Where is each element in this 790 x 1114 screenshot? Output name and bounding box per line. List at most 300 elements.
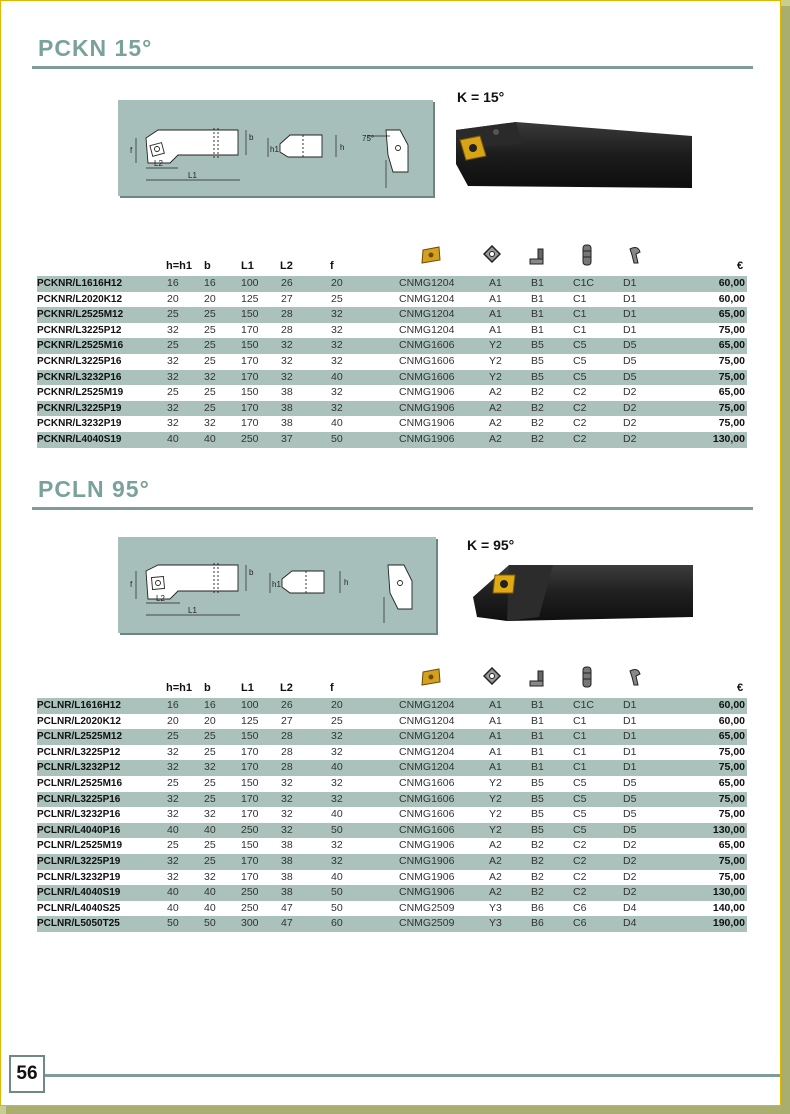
cell-clamp: B1 xyxy=(531,323,544,336)
cell-screw: C2 xyxy=(573,432,623,448)
cell-b: 25 xyxy=(204,745,216,758)
cell-lever: D2 xyxy=(623,854,673,870)
cell-l1: 250 xyxy=(241,885,281,901)
cell-seat: A1 xyxy=(489,760,531,776)
screw-icon xyxy=(581,666,593,693)
cell-insert: CNMG1204 xyxy=(399,323,455,336)
cell-f: 25 xyxy=(331,714,343,727)
section-title-pckn: PCKN 15° xyxy=(38,35,153,61)
cell-lever: D2 xyxy=(623,839,637,852)
cell-f: 50 xyxy=(331,885,399,901)
cell-insert: CNMG1606 xyxy=(399,776,455,789)
cell-l2: 38 xyxy=(281,854,331,870)
cell-h-h1: 25 xyxy=(167,307,204,323)
cell-price: 75,00 xyxy=(718,870,745,883)
cell-screw: C1 xyxy=(573,729,623,745)
cell-screw: C5 xyxy=(573,354,587,367)
cell-clamp: B5 xyxy=(531,338,573,354)
cell-screw: C1C xyxy=(573,698,623,714)
cell-h-h1: 40 xyxy=(167,885,204,901)
cell-h-h1: 16 xyxy=(167,698,204,714)
cell-l2: 38 xyxy=(281,870,293,883)
cell-b: 32 xyxy=(204,760,241,776)
cell-b: 40 xyxy=(204,885,241,901)
table-row xyxy=(37,854,747,870)
cell-l1: 100 xyxy=(241,276,281,292)
cell-seat: Y3 xyxy=(489,901,502,914)
cell-seat: A2 xyxy=(489,417,502,430)
cell-clamp: B5 xyxy=(531,808,544,821)
cell-f: 32 xyxy=(331,338,399,354)
cell-insert: CNMG1906 xyxy=(399,854,489,870)
cell-b: 40 xyxy=(204,901,216,914)
cell-clamp: B1 xyxy=(531,760,573,776)
table-row xyxy=(37,323,747,339)
cell-price: 130,00 xyxy=(673,823,747,839)
cell-lever: D1 xyxy=(623,307,673,323)
cell-seat: A2 xyxy=(489,432,531,448)
spec-table-pckn xyxy=(37,276,747,448)
cell-l2: 28 xyxy=(281,323,293,336)
cell-h-h1: 32 xyxy=(167,323,179,336)
cell-seat: A1 xyxy=(489,745,502,758)
cell-product-code: PCLNR/L3232P16 xyxy=(37,809,121,821)
cell-l2: 37 xyxy=(281,432,331,448)
cell-price: 65,00 xyxy=(673,338,747,354)
header-h-h1: h=h1 xyxy=(166,260,192,272)
cell-product-code: PCLNR/L2525M12 xyxy=(37,729,167,745)
cell-lever: D4 xyxy=(623,901,637,914)
cell-l1: 170 xyxy=(241,323,259,336)
cell-b: 32 xyxy=(204,808,216,821)
table-row xyxy=(37,307,747,323)
cell-product-code: PCLNR/L2020K12 xyxy=(37,715,121,727)
table-row xyxy=(37,729,747,745)
table-row xyxy=(37,745,747,761)
cell-price: 60,00 xyxy=(673,698,747,714)
cell-product-code: PCKNR/L1616H12 xyxy=(37,276,167,292)
cell-insert: CNMG1906 xyxy=(399,885,489,901)
cell-insert: CNMG2509 xyxy=(399,916,489,932)
cell-screw: C2 xyxy=(573,854,623,870)
cell-insert: CNMG1204 xyxy=(399,276,489,292)
cell-lever: D2 xyxy=(623,401,673,417)
table-row xyxy=(37,916,747,932)
cell-b: 32 xyxy=(204,870,216,883)
cell-clamp: B5 xyxy=(531,354,544,367)
cell-lever: D5 xyxy=(623,354,637,367)
cell-b: 25 xyxy=(204,386,216,399)
cell-lever: D5 xyxy=(623,338,673,354)
cell-product-code: PCLNR/L4040P16 xyxy=(37,823,167,839)
cell-lever: D1 xyxy=(623,698,673,714)
cell-seat: A2 xyxy=(489,854,531,870)
page-shadow-right xyxy=(781,6,790,1114)
cell-f: 40 xyxy=(331,370,399,386)
cell-price: 75,00 xyxy=(673,760,747,776)
cell-insert: CNMG1204 xyxy=(399,745,455,758)
cell-f: 40 xyxy=(331,870,343,883)
cell-product-code: PCLNR/L3232P12 xyxy=(37,760,167,776)
insert-icon xyxy=(420,246,442,269)
cell-l1: 170 xyxy=(241,745,259,758)
cell-l2: 32 xyxy=(281,808,293,821)
cell-l1: 170 xyxy=(241,808,259,821)
cell-lever: D1 xyxy=(623,714,637,727)
cell-h-h1: 20 xyxy=(167,292,179,305)
cell-l1: 170 xyxy=(241,870,259,883)
table-row xyxy=(37,807,747,823)
cell-lever: D4 xyxy=(623,916,673,932)
cell-f: 40 xyxy=(331,760,399,776)
cell-clamp: B2 xyxy=(531,854,573,870)
table-row xyxy=(37,401,747,417)
k-angle-label: K = 15° xyxy=(457,89,505,105)
cell-insert: CNMG1204 xyxy=(399,307,489,323)
cell-screw: C5 xyxy=(573,792,623,808)
cell-l2: 32 xyxy=(281,354,293,367)
table-row xyxy=(37,792,747,808)
cell-insert: CNMG1906 xyxy=(399,839,455,852)
cell-product-code: PCLNR/L4040S19 xyxy=(37,885,167,901)
cell-b: 25 xyxy=(204,776,216,789)
cell-l2: 38 xyxy=(281,417,293,430)
cell-l1: 250 xyxy=(241,901,259,914)
cell-product-code: PCKNR/L3225P16 xyxy=(37,355,122,367)
cell-screw: C1 xyxy=(573,760,623,776)
table-row xyxy=(37,870,747,886)
cell-screw: C1 xyxy=(573,323,587,336)
diagram-label-f: f xyxy=(130,146,133,155)
cell-insert: CNMG1204 xyxy=(399,760,489,776)
diagram-label-l1: L1 xyxy=(188,171,197,180)
cell-price: 65,00 xyxy=(673,307,747,323)
cell-price: 60,00 xyxy=(673,276,747,292)
cell-seat: Y2 xyxy=(489,354,502,367)
screw-icon xyxy=(581,244,593,271)
header-l1: L1 xyxy=(241,682,254,694)
cell-clamp: B2 xyxy=(531,386,544,399)
cell-b: 16 xyxy=(204,276,241,292)
cell-seat: A1 xyxy=(489,307,531,323)
cell-l1: 170 xyxy=(241,417,259,430)
cell-price: 130,00 xyxy=(673,432,747,448)
cell-clamp: B2 xyxy=(531,417,544,430)
cell-f: 32 xyxy=(331,323,343,336)
diagram-label-b: b xyxy=(249,133,254,142)
clamp-icon xyxy=(528,247,546,272)
cell-b: 25 xyxy=(204,854,241,870)
cell-seat: A1 xyxy=(489,292,502,305)
table-row xyxy=(37,698,747,714)
cell-seat: Y3 xyxy=(489,916,531,932)
cell-price: 75,00 xyxy=(673,854,747,870)
tool-holder-photo xyxy=(473,559,693,623)
table-row xyxy=(37,885,747,901)
cell-b: 50 xyxy=(204,916,241,932)
diagram-label-h: h xyxy=(344,578,349,587)
cell-b: 25 xyxy=(204,839,216,852)
cell-b: 25 xyxy=(204,729,241,745)
cell-b: 25 xyxy=(204,792,241,808)
table-row xyxy=(37,338,747,354)
cell-l2: 27 xyxy=(281,292,293,305)
diagram-label-angle: 75° xyxy=(362,134,375,143)
cell-seat: A2 xyxy=(489,885,531,901)
cell-b: 20 xyxy=(204,292,216,305)
cell-screw: C5 xyxy=(573,338,623,354)
cell-screw: C5 xyxy=(573,776,587,789)
cell-lever: D1 xyxy=(623,760,673,776)
header-currency: € xyxy=(737,260,744,272)
cell-product-code: PCKNR/L3232P19 xyxy=(37,418,122,430)
cell-b: 20 xyxy=(204,714,216,727)
cell-clamp: B2 xyxy=(531,401,573,417)
cell-clamp: B1 xyxy=(531,729,573,745)
cell-insert: CNMG1204 xyxy=(399,714,455,727)
cell-f: 32 xyxy=(331,745,343,758)
cell-b: 25 xyxy=(204,307,241,323)
page-number: 56 xyxy=(9,1055,45,1093)
table-row xyxy=(37,760,747,776)
cell-clamp: B1 xyxy=(531,745,544,758)
cell-insert: CNMG1606 xyxy=(399,792,489,808)
cell-insert: CNMG1906 xyxy=(399,386,455,399)
table-row xyxy=(37,432,747,448)
cell-l2: 38 xyxy=(281,839,293,852)
cell-h-h1: 25 xyxy=(167,386,179,399)
cell-b: 32 xyxy=(204,370,241,386)
cell-h-h1: 32 xyxy=(167,792,204,808)
cell-seat: A1 xyxy=(489,698,531,714)
cell-insert: CNMG1906 xyxy=(399,417,455,430)
cell-screw: C1 xyxy=(573,714,587,727)
cell-l1: 150 xyxy=(241,839,259,852)
footer-rule xyxy=(45,1074,780,1077)
section-rule xyxy=(32,66,753,69)
cell-product-code: PCKNR/L3232P16 xyxy=(37,370,167,386)
header-currency: € xyxy=(737,682,744,694)
cell-insert: CNMG1606 xyxy=(399,354,455,367)
cell-screw: C6 xyxy=(573,901,587,914)
diagram-label-l2: L2 xyxy=(156,594,165,603)
cell-insert: CNMG1906 xyxy=(399,401,489,417)
cell-clamp: B5 xyxy=(531,370,573,386)
cell-price: 60,00 xyxy=(718,714,745,727)
clamp-icon xyxy=(528,669,546,694)
cell-l2: 28 xyxy=(281,760,331,776)
cell-clamp: B2 xyxy=(531,432,573,448)
cell-f: 25 xyxy=(331,292,343,305)
cell-seat: Y2 xyxy=(489,792,531,808)
cell-product-code: PCKNR/L4040S19 xyxy=(37,432,167,448)
cell-screw: C5 xyxy=(573,370,623,386)
cell-price: 130,00 xyxy=(673,885,747,901)
cell-seat: A2 xyxy=(489,386,502,399)
cell-price: 65,00 xyxy=(673,729,747,745)
cell-l2: 28 xyxy=(281,729,331,745)
diagram-label-b: b xyxy=(249,568,254,577)
table-row xyxy=(37,714,747,730)
cell-screw: C2 xyxy=(573,417,587,430)
cell-product-code: PCKNR/L2525M19 xyxy=(37,387,124,399)
cell-product-code: PCKNR/L3225P19 xyxy=(37,401,167,417)
header-l2: L2 xyxy=(280,682,293,694)
header-f: f xyxy=(330,682,334,694)
tool-holder-photo xyxy=(456,116,692,192)
cell-seat: A2 xyxy=(489,870,502,883)
cell-l2: 32 xyxy=(281,338,331,354)
cell-h-h1: 32 xyxy=(167,354,179,367)
cell-lever: D5 xyxy=(623,792,673,808)
cell-seat: A2 xyxy=(489,839,502,852)
cell-h-h1: 25 xyxy=(167,338,204,354)
cell-h-h1: 25 xyxy=(167,776,179,789)
cell-h-h1: 20 xyxy=(167,714,179,727)
cell-clamp: B6 xyxy=(531,901,544,914)
cell-price: 75,00 xyxy=(673,370,747,386)
cell-h-h1: 40 xyxy=(167,432,204,448)
header-l2: L2 xyxy=(280,260,293,272)
cell-screw: C2 xyxy=(573,885,623,901)
cell-screw: C1C xyxy=(573,276,623,292)
cell-f: 32 xyxy=(331,386,343,399)
cell-f: 32 xyxy=(331,839,343,852)
cell-seat: Y2 xyxy=(489,823,531,839)
cell-product-code: PCKNR/L2525M16 xyxy=(37,338,167,354)
cell-clamp: B1 xyxy=(531,276,573,292)
cell-price: 75,00 xyxy=(718,323,745,336)
cell-screw: C5 xyxy=(573,823,623,839)
cell-product-code: PCLNR/L1616H12 xyxy=(37,698,167,714)
cell-lever: D5 xyxy=(623,776,637,789)
cell-screw: C6 xyxy=(573,916,623,932)
cell-lever: D2 xyxy=(623,386,637,399)
cell-clamp: B1 xyxy=(531,307,573,323)
cell-seat: A2 xyxy=(489,401,531,417)
cell-product-code: PCLNR/L3232P19 xyxy=(37,871,121,883)
cell-f: 50 xyxy=(331,823,399,839)
cell-f: 50 xyxy=(331,901,343,914)
cell-l2: 38 xyxy=(281,386,293,399)
cell-seat: A1 xyxy=(489,714,502,727)
header-l1: L1 xyxy=(241,260,254,272)
cell-product-code: PCKNR/L3225P12 xyxy=(37,324,122,336)
cell-b: 25 xyxy=(204,401,241,417)
cell-l1: 170 xyxy=(241,854,281,870)
cell-h-h1: 25 xyxy=(167,729,204,745)
cell-f: 40 xyxy=(331,417,343,430)
tool-dimension-diagram xyxy=(118,537,436,633)
cell-lever: D5 xyxy=(623,823,673,839)
cell-l1: 250 xyxy=(241,823,281,839)
cell-lever: D1 xyxy=(623,323,637,336)
lever-icon xyxy=(627,245,643,270)
cell-f: 32 xyxy=(331,354,343,367)
cell-l1: 170 xyxy=(241,354,259,367)
cell-h-h1: 40 xyxy=(167,901,179,914)
seat-icon xyxy=(483,667,501,690)
table-row xyxy=(37,292,747,308)
cell-product-code: PCLNR/L2525M16 xyxy=(37,777,123,789)
cell-price: 65,00 xyxy=(718,776,745,789)
cell-f: 32 xyxy=(331,854,399,870)
cell-lever: D5 xyxy=(623,808,637,821)
cell-f: 50 xyxy=(331,432,399,448)
cell-screw: C1 xyxy=(573,292,587,305)
diagram-label-l2: L2 xyxy=(154,159,163,168)
cell-l1: 170 xyxy=(241,401,281,417)
cell-screw: C1 xyxy=(573,307,623,323)
cell-h-h1: 32 xyxy=(167,854,204,870)
cell-insert: CNMG1606 xyxy=(399,338,489,354)
cell-price: 75,00 xyxy=(673,792,747,808)
cell-clamp: B1 xyxy=(531,698,573,714)
cell-lever: D2 xyxy=(623,885,673,901)
cell-b: 40 xyxy=(204,823,241,839)
cell-l2: 28 xyxy=(281,745,293,758)
cell-l2: 38 xyxy=(281,885,331,901)
cell-insert: CNMG1906 xyxy=(399,870,455,883)
cell-screw: C1 xyxy=(573,745,587,758)
cell-h-h1: 32 xyxy=(167,808,179,821)
cell-l2: 32 xyxy=(281,776,293,789)
cell-l1: 125 xyxy=(241,292,259,305)
header-b: b xyxy=(204,260,211,272)
cell-b: 40 xyxy=(204,432,241,448)
cell-clamp: B2 xyxy=(531,839,544,852)
cell-price: 190,00 xyxy=(673,916,747,932)
cell-l1: 125 xyxy=(241,714,259,727)
cell-clamp: B2 xyxy=(531,885,573,901)
cell-l1: 150 xyxy=(241,776,259,789)
page-shadow-bottom xyxy=(6,1106,790,1114)
cell-b: 32 xyxy=(204,417,216,430)
cell-seat: Y2 xyxy=(489,338,531,354)
cell-b: 25 xyxy=(204,323,216,336)
cell-insert: CNMG1204 xyxy=(399,729,489,745)
cell-b: 25 xyxy=(204,338,241,354)
spec-table-pcln xyxy=(37,698,747,932)
cell-lever: D1 xyxy=(623,276,673,292)
cell-screw: C5 xyxy=(573,808,587,821)
insert-icon xyxy=(420,668,442,691)
cell-l2: 32 xyxy=(281,370,331,386)
cell-product-code: PCKNR/L2020K12 xyxy=(37,293,123,305)
table-row xyxy=(37,901,747,917)
cell-seat: Y2 xyxy=(489,370,531,386)
cell-price: 65,00 xyxy=(718,386,745,399)
cell-h-h1: 32 xyxy=(167,401,204,417)
cell-lever: D1 xyxy=(623,729,673,745)
cell-b: 25 xyxy=(204,354,216,367)
cell-seat: A1 xyxy=(489,729,531,745)
cell-seat: Y2 xyxy=(489,776,502,789)
cell-price: 60,00 xyxy=(718,292,745,305)
cell-h-h1: 25 xyxy=(167,839,179,852)
cell-product-code: PCKNR/L2525M12 xyxy=(37,307,167,323)
cell-seat: A1 xyxy=(489,323,502,336)
section-title-pcln: PCLN 95° xyxy=(38,476,150,502)
cell-clamp: B5 xyxy=(531,776,544,789)
header-b: b xyxy=(204,682,211,694)
cell-screw: C2 xyxy=(573,839,587,852)
cell-lever: D2 xyxy=(623,432,673,448)
cell-f: 20 xyxy=(331,276,399,292)
cell-clamp: B2 xyxy=(531,870,544,883)
cell-clamp: B1 xyxy=(531,714,544,727)
table-row xyxy=(37,416,747,432)
